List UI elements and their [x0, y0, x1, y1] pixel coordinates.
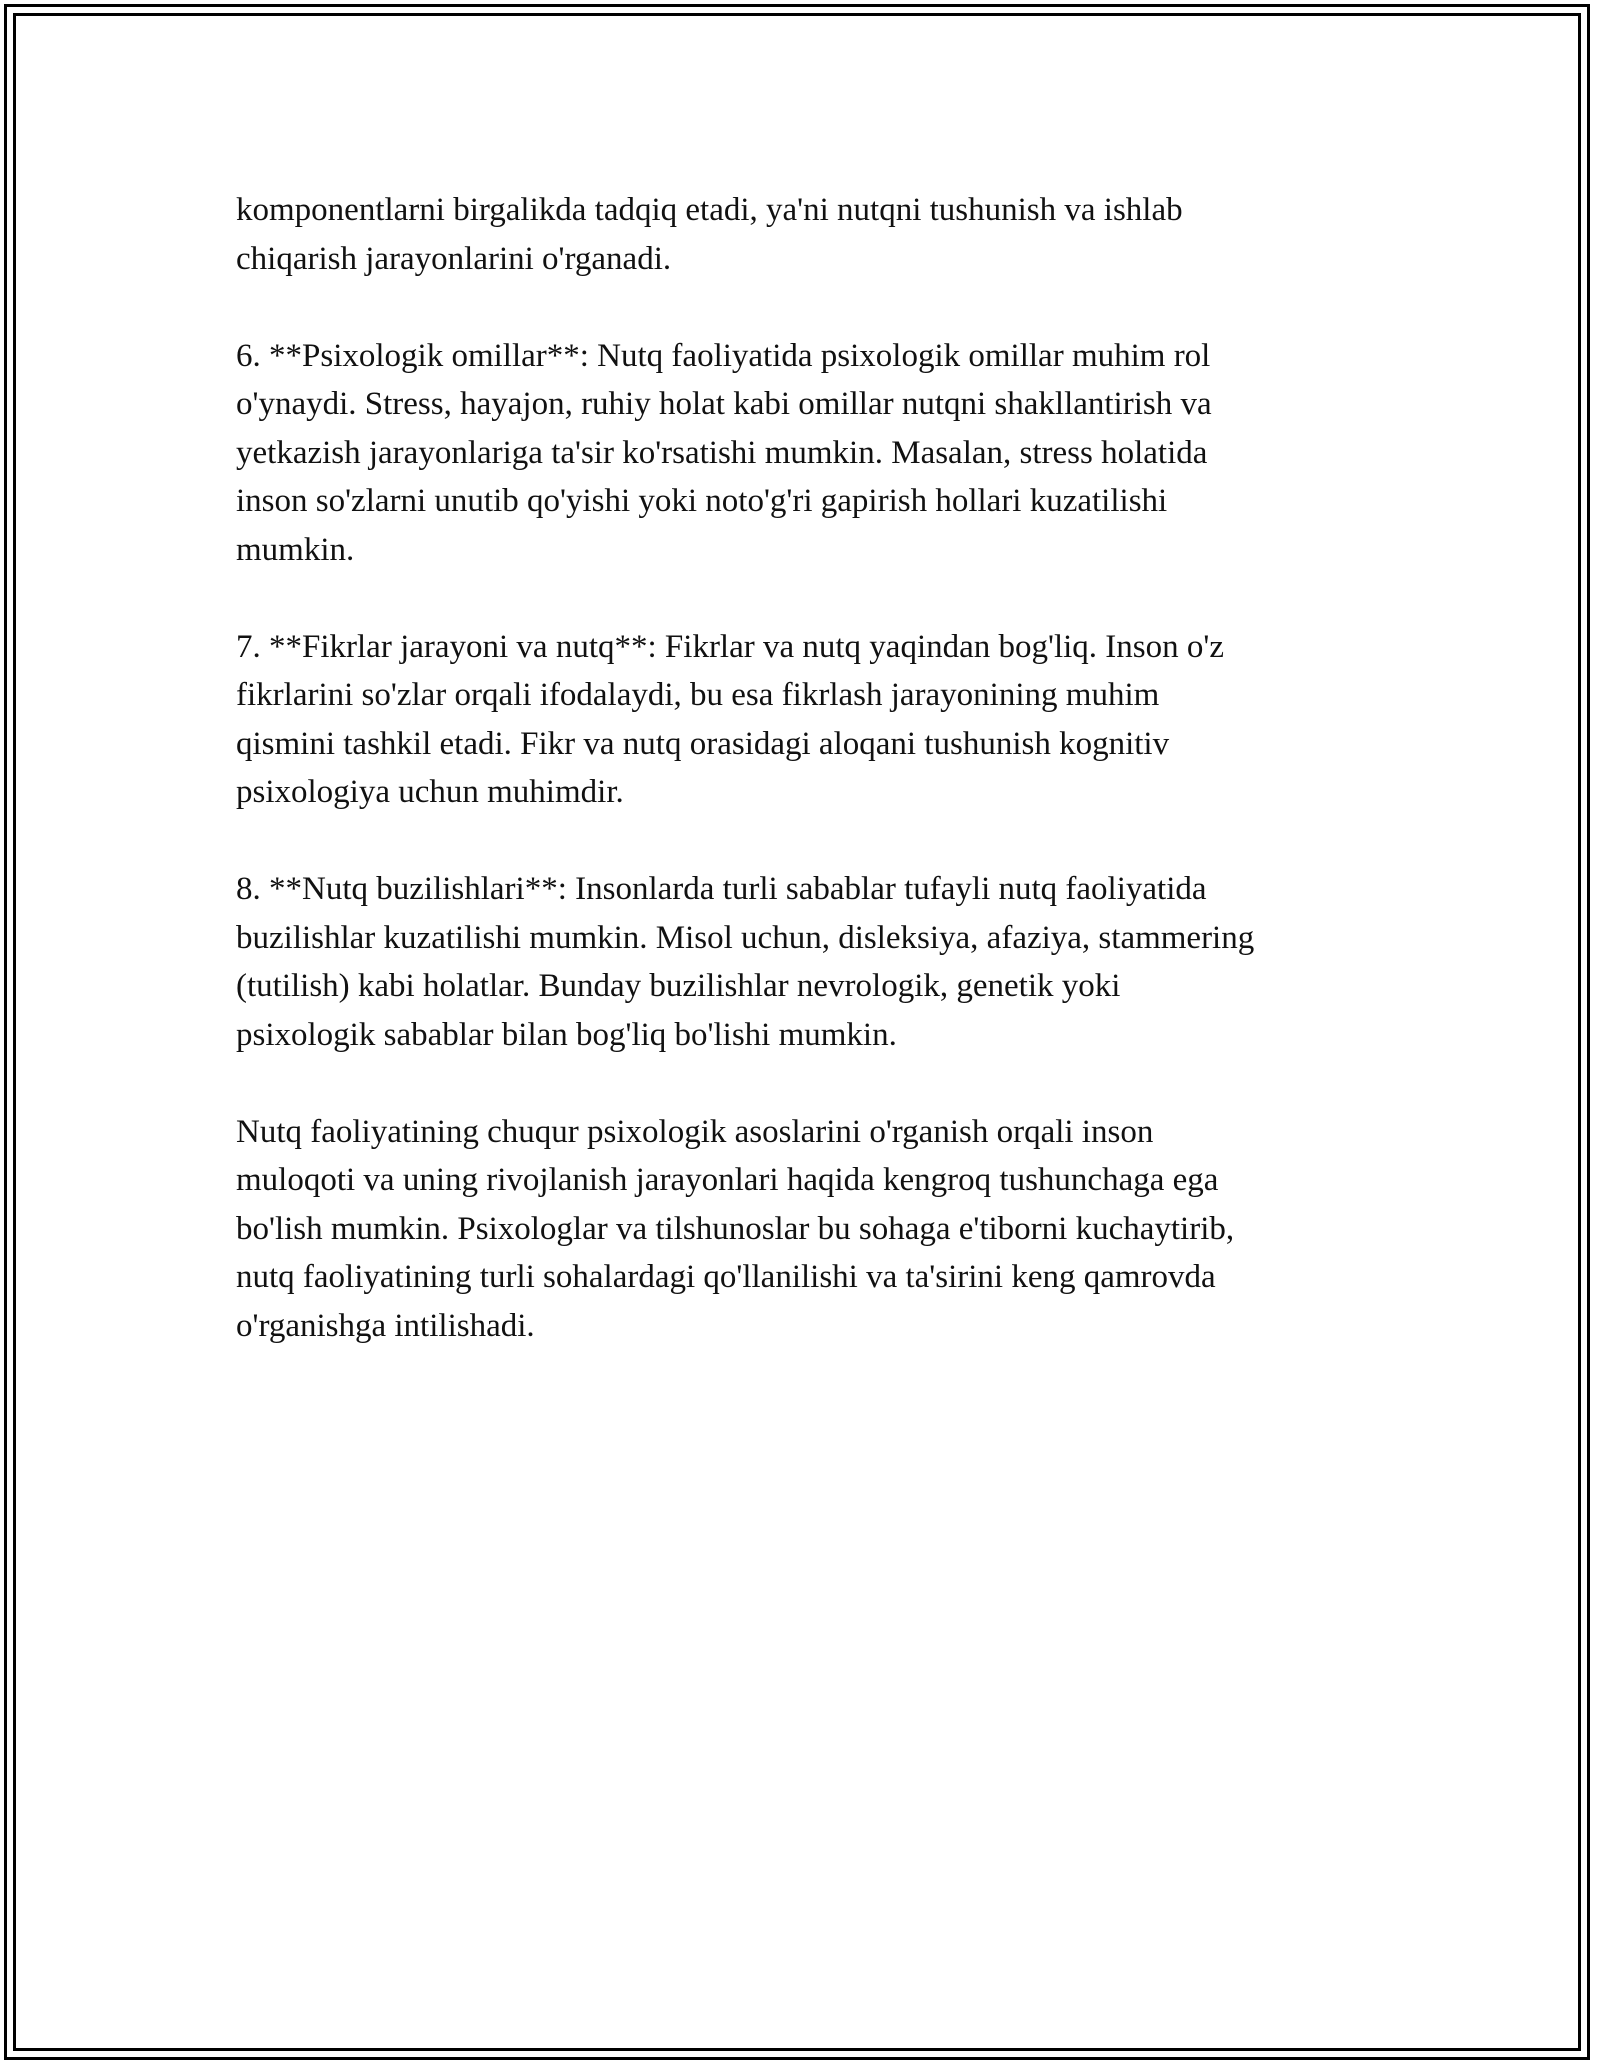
- paragraph-psixologik-omillar: 6. **Psixologik omillar**: Nutq faoliyatida psixologik omillar muhim rol o'ynaydi. Stress, hayajon, ruhiy holat kabi omillar nutqni shakllantirish va yetkazish jarayonlariga ta'sir ko'rsatishi mumkin. Masalan, stress holatida inson so'zlarni unutib qo'yishi yoki noto'g'ri gapirish hollari kuzatilishi mumkin.: [236, 337, 1212, 568]
- paragraph-fikrlar-jarayoni: 7. **Fikrlar jarayoni va nutq**: Fikrlar va nutq yaqindan bog'liq. Inson o'z fikrlarini so'zlar orqali ifodalaydi, bu esa fikrlash jarayonining muhim qismini tashkil etadi. Fikr va nutq orasidagi aloqani tushunish kognitiv psixologiya uchun muhimdir.: [236, 628, 1224, 810]
- document-body: [236, 186, 1386, 1399]
- paragraph-conclusion: Nutq faoliyatining chuqur psixologik asoslarini o'rganish orqali inson muloqoti va uning rivojlanish jarayonlari haqida kengroq tushunchaga ega bo'lish mumkin. Psixologlar va tilshunoslar bu sohaga e'tiborni kuchaytirib, nutq faoliyatining turli sohalardagi qo'llanilishi va ta'sirini keng qamrovda o'rganishga intilishadi.: [236, 1113, 1235, 1344]
- paragraph-continuation: komponentlarni birgalikda tadqiq etadi, ya'ni nutqni tushunish va ishlab chiqarish jarayonlarini o'rganadi.: [236, 192, 1183, 277]
- paragraph-nutq-buzilishlari: 8. **Nutq buzilishlari**: Insonlarda turli sabablar tufayli nutq faoliyatida buzilishlar kuzatilishi mumkin. Misol uchun, disleksiya, afaziya, stammering (tutilish) kabi holatlar. Bunday buzilishlar nevrologik, genetik yoki psixologik sabablar bilan bog'liq bo'lishi mumkin.: [236, 871, 1255, 1053]
